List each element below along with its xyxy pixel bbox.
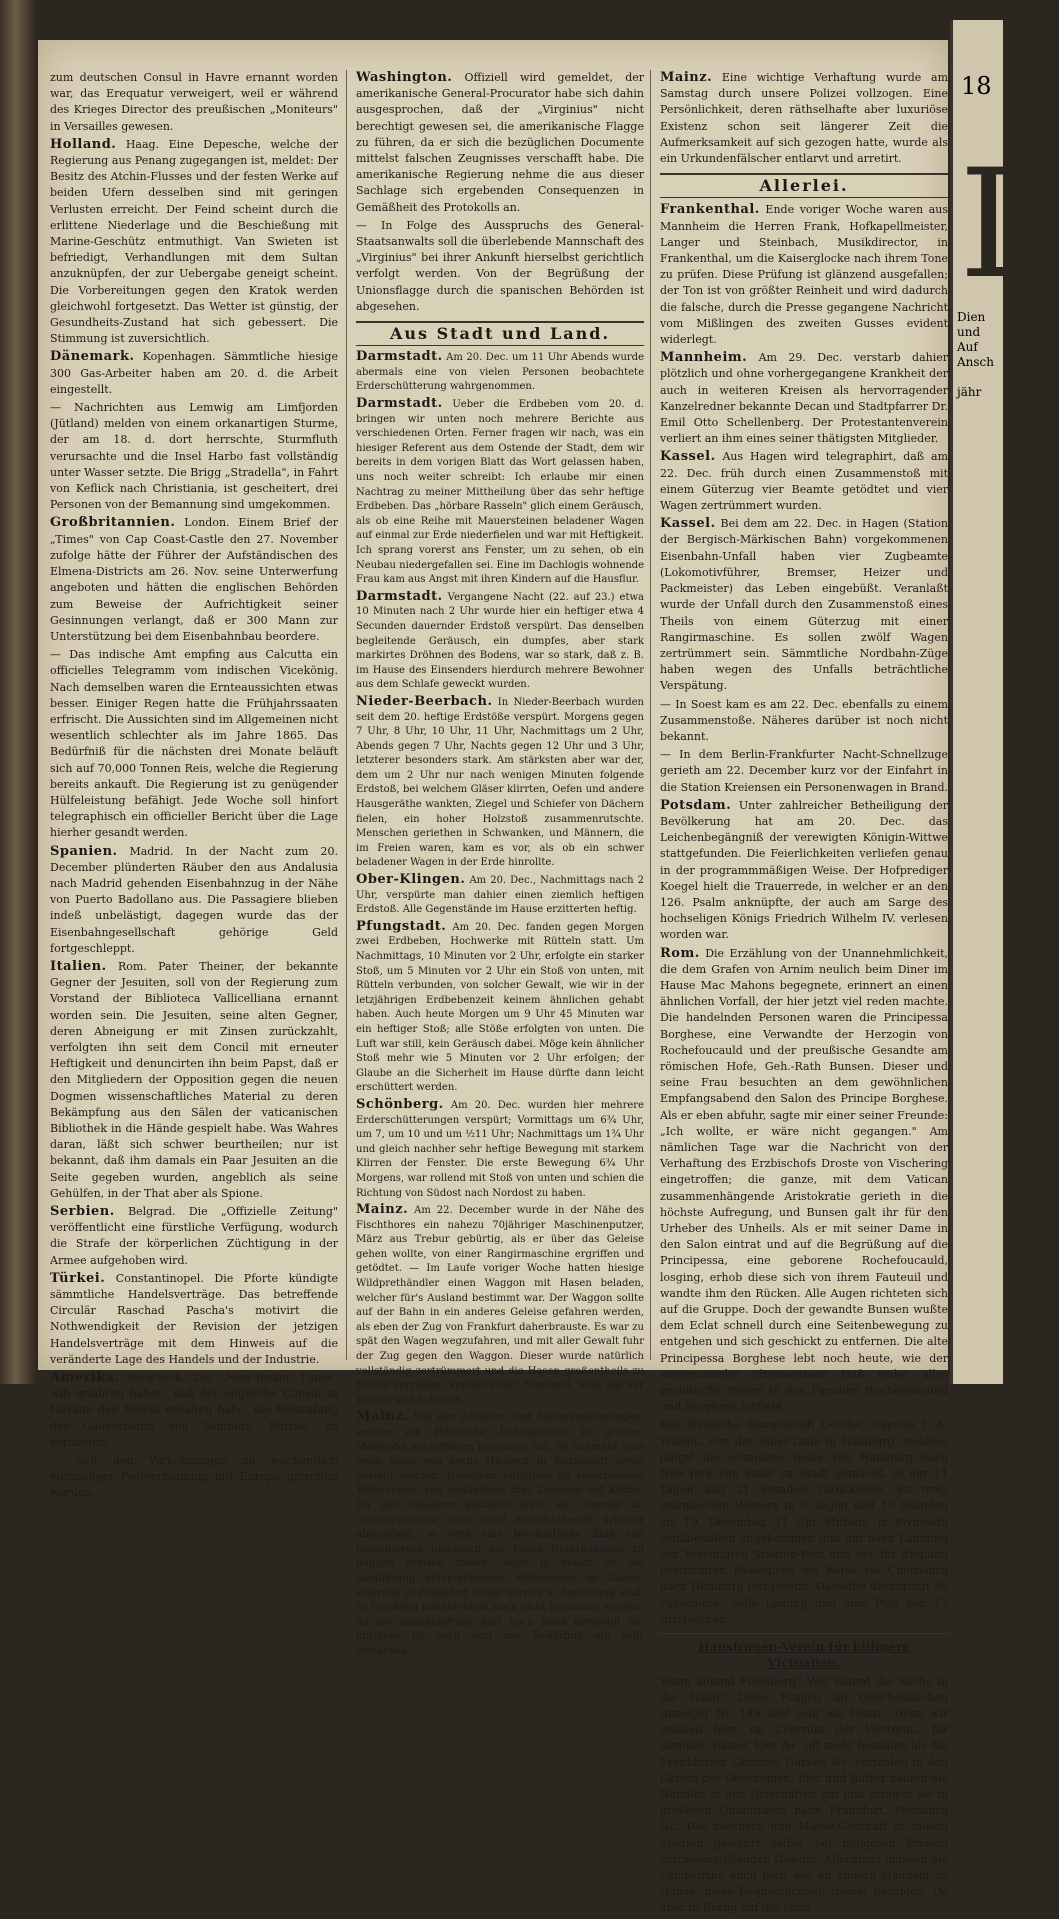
column-left bbox=[50, 70, 338, 1504]
book-binding bbox=[0, 0, 38, 1384]
article-paragraph bbox=[660, 946, 948, 1416]
article-text: Kopenhagen. Sämmtliche hiesige 300 Gas-Arbeiter haben am 20. d. die Arbeit eingestellt. bbox=[50, 350, 338, 396]
newspaper-page bbox=[38, 40, 949, 1915]
article-paragraph bbox=[356, 1203, 644, 1408]
article-text: Am 20. Dec. wurden hier mehrere Erderschütterungen verspürt; Vormittags um 6¾ Uhr, um 7, um 10 und um ½11 Uhr; Nachmittags um 1¾ Uhr und gleich nachher sehr heftige Bewegung mit starkem Klirren der Fenster. Die erste Bewegung 6¾ Uhr Morgens, war rollend mit Stoß von unten und schien die Richtung von Südost nach Nordost zu haben. bbox=[356, 1099, 644, 1199]
dateline-keyword: Türkei. bbox=[50, 1270, 106, 1286]
dateline-keyword: Kassel. bbox=[660, 449, 716, 465]
article-text: Rom. Pater Theiner, der bekannte Gegner der Jesuiten, soll von der Regierung zum Vorstand der Biblioteca Vallicelliana ernannt worden sein. Die Jesuiten, seine alten Gegner, deren Abneigung er mit Zinsen zurückzahlt, verfolgten ihn seit dem Concil mit erneuter Heftigkeit und denuncirten ihn beim Papst, daß er den Mitgliedern der Opposition gegen die neuen Dogmen wissenschaftliches Material zu deren Bekämpfung aus den Sälen der vaticanischen Bibliothek in die Hände gespielt habe. Was Wahres daran, läßt sich schwer beurtheilen; nur ist bekannt, daß ihm damals ein Paar Jesuiten an die Seite gegeben wurden, angeblich als seine Gehülfen, in der That aber als Spione. bbox=[50, 959, 338, 1200]
article-paragraph bbox=[50, 137, 338, 348]
article-text: Haag. Eine Depesche, welche der Regierung aus Penang zugegangen ist, meldet: Der Besitz des Atchin-Flusses und der festen Werke auf beiden Ufern desselben sind mit geringen Verlusten erreicht. Der Feind scheint durch die erlittene Niederlage und die Beschießung mit Marine-Geschütz entmuthigt. Van Swieten ist befriedigt, Verhandlungen mit dem Sultan anzuknüpfen, der zur Uebergabe geneigt scheint. Die Vorbereitungen gegen den Kratok werden gleichwohl fortgesetzt. Das Wetter ist günstig, der Gesundheits-Zustand hat sich gebessert. Die Stimmung ist zuversichtlich. bbox=[50, 137, 338, 346]
adjacent-page-text: Dien und Auf Ansch jähr bbox=[957, 310, 995, 399]
article-text: London. Einem Brief der „Times" von Cap Coast-Castle den 27. November zufolge hätte der Führer der Aufständischen des Elmena-Districts am 26. Nov. seine Unterwerfung angeboten und hätten die englischen Behörden zum Beweise der Aufrichtigkeit seiner Gesinnungen verlangt, daß er 300 Mann zur Unterstützung bei dem Eisenbahnbau beordere. bbox=[50, 516, 338, 643]
article-text: Offiziell wird gemeldet, der amerikanische General-Procurator habe sich dahin ausgesprochen, daß der „Virginius" nicht berechtigt gewesen sei, die amerikanische Flagge zu führen, da er sich die bezüglichen Documente mittelst falschen Zeugnisses verschafft habe. Die amerikanische Regierung nehme die aus dieser Sachlage sich ergebenden Consequenzen in Gemäßheit des Protokolls an. bbox=[356, 71, 644, 214]
article-text: Ueber die Erdbeben vom 20. d. bringen wir unten noch mehrere Berichte aus verschiedenen Orten. Ferner fragen wir nach, was ein hiesiger Referent aus dem Ostende der Stadt, dem wir bereits in dem vorigen Blatt das Wort gelassen haben, uns noch weiter schreibt: Ich erlaube mir einen Nachtrag zu meiner Mittheilung über das sehr heftige Erdbeben. Das „hörbare Rasseln" glich einem Geräusch, als ob eine Reihe mit Mauersteinen beladener Wagen auf einmal zur Erde niederfielen und war mit Heftigkeit. Ich sprang vorerst ans Fenster, um zu sehen, ob ein Neubau niedergefallen sei. Eine im Dachlogis wohnende Frau kam aus Angst mit ihren Kindern auf die Hausflur. bbox=[356, 399, 644, 586]
divider bbox=[660, 1633, 948, 1634]
article-text: Madrid. In der Nacht zum 20. December plünderten Räuber den aus Andalusia nach Madrid gehenden Eisenbahnzug in der Nähe von Puerto Badollano aus. Die Passagiere blieben indeß unbelästigt, dagegen wurde das der Eisenbahngesellschaft gehörige Geld fortgeschleppt. bbox=[50, 844, 338, 955]
dateline-keyword: Potsdam. bbox=[660, 797, 732, 813]
article-text: Constantinopel. Die Pforte kündigte sämmtliche Handelsverträge. Das betreffende Circulär Raschad Pascha's motivirt die Nothwendigkeit der Revision der jetzigen Handelsverträge mit dem Hinweis auf die veränderte Lage des Handels und der Industrie. bbox=[50, 1271, 338, 1366]
dateline-keyword: Darmstadt. bbox=[356, 349, 443, 365]
article-paragraph bbox=[660, 449, 948, 514]
dateline-keyword: Großbritannien. bbox=[50, 515, 176, 531]
article-paragraph bbox=[50, 1204, 338, 1269]
article-paragraph bbox=[356, 920, 644, 1096]
article-paragraph bbox=[50, 647, 338, 841]
article-text: — Seit den Vorkehrungen zu wöchentlich viermaliger Postverbindung mit Europa getroffen worden. bbox=[50, 1454, 338, 1500]
article-paragraph bbox=[356, 218, 644, 315]
dateline-keyword: Serbien. bbox=[50, 1204, 115, 1220]
article-paragraph bbox=[50, 400, 338, 513]
dateline-keyword: Mainz. bbox=[356, 1409, 409, 1425]
dateline-keyword: Mainz. bbox=[356, 1202, 409, 1218]
article-text: Die Erzählung von der Unannehmlichkeit, die dem Grafen von Arnim neulich beim Diner im Hause Mac Mahons begegnete, erinnert an einen ähnlichen Vorfall, der hier jetzt viel reden machte. Die handelnden Personen waren die Principessa Borghese, eine Verwandte der Herzogin von Rochefoucauld und der preußische Gesandte am römischen Hofe, Geh.-Rath Bunsen. Dieser und seine Frau besuchten an dem gewöhnlichen Empfangsabend den Salon des Principe Borghese. Als er eben abfuhr, sagte mir einer seiner Freunde: „Ich wollte, er wäre nicht gegangen." Am nämlichen Tage war die Nachricht von der Verhaftung des Erzbischofs Droste von Vischering eingetroffen; die ganze, mit dem Vatican zusammenhängende Aristokratie gerieth in die höchste Aufregung, und Bunsen galt ihr für den Urheber des Unheils. Als er mit seiner Dame in den Salon eintrat und auf die Begrüßung auf die Principessa, eine geborene Rochefoucauld, losging, erhob diese sich von ihrem Fauteuil und wandte ihm den Rücken. Alle Augen richteten sich auf die Gruppe. Doch der gewandte Bunsen wußte dem Eclat schnell durch eine Seitenbewegung zu entgehen und sich geschickt zu entfernen. Die alte Principessa Borghese lebt noch heute, wie der eingewurzelte ultramontane Haß wider alles preußische Wesen in den Familien Rochefoucauld und Borghese fortlebt. bbox=[660, 946, 948, 1414]
dateline-keyword: Nieder-Beerbach. bbox=[356, 693, 493, 709]
article-paragraph bbox=[660, 697, 948, 746]
article-paragraph bbox=[356, 70, 644, 216]
dateline-keyword: Spanien. bbox=[50, 843, 118, 859]
dateline-keyword: Kassel. bbox=[660, 516, 716, 532]
box-article: Wann kommt Friedberg? Wer nimmt die Sache in die Hand? Diese Fragen im Oberhessischen Anzeiger Nr. 149 sind sehr am Platze. Denn wir müssen hier, im Centrum der Wetterau, für Gemüse, Butter, Eier &c. oft mehr bezahlen als die Frankfurter. Gemüse, Gurken &c. verfaulen in den Gärten der Oeconomen; Eier und Butter kaufen die Händler in den Ortschaften auf und bringen sie in größeren Quantitäten nach Frankfurt, Homburg &c. Das raschere und Masse-Geschäft in diesen Städten gewährt selbst bei billigeren Preisen zufriedenstellenden Gewinn. Allerdings müssen die Landwirthe auch hier, wie an andern Handeln zu Hause, diese Bequemlichkeit theuer bezahlen. Da aber in Bezug auf die Land- bbox=[660, 1674, 948, 1915]
article-paragraph bbox=[356, 350, 644, 395]
dateline-keyword: Pfungstadt. bbox=[356, 918, 447, 934]
article-text: Am 22. December wurde in der Nähe des Fischthores ein nahezu 70jähriger Maschinenputzer, März aus Trebur gebürtig, als er über das Geleise gehen wollte, von einer Rangirmaschine ergriffen und getödtet. — Im Laufe voriger Woche hatten hiesige Wildprethändler einen Waggon mit Hasen beladen, welcher für's Ausland bestimmt war. Der Waggon sollte auf der Bahn in ein anderes Geleise gefahren werden, als eben der Zug von Frankfurt daherbrauste. Es war zu spät den Wagen wegzufahren, und mit aller Gewalt fuhr der Zug gegen den Waggon. Dieser wurde natürlich vollständig zertrümmert und die Hasen großentheils zu Fetzen zerrissen. Kopfschüttelt, Niemand. Alles lag nur Verlust und Schaden. bbox=[356, 1205, 644, 1406]
dateline-keyword: Rom. bbox=[660, 945, 700, 961]
article-text: Das Deutsche Dampfschiff Goethe, Capitän J. A. Willson, von der Adler-Linie in Hamburg, welches jüngst die schnellste Reise von Hamburg nach New-York von Stadt zu Stadt gemacht, in nur 11 Tagen und 21 Stunden zurücklegte, ist trotz stürmischen Wetters in 9 Tagen und 10 Stunden am 19. December, 11 Uhr Mittags, in Plymouth wohlbehalten angekommen und hat nach Landung der Vereinigten Staaten-Post und der für England bestimmten Passagiere die Reise via Cherbourg nach Hamburg fortgesetzt. Dasselbe überbringt 96 Passagiere, volle Ladung und eine Post von 17 Briefsäcken. bbox=[660, 1418, 948, 1626]
article-text: Aus Hagen wird telegraphirt, daß am 22. Dec. früh durch einen Zusammenstoß mit einem Güterzug vier Beamte getödtet und vier Wagen zertrümmert wurden. bbox=[660, 450, 948, 513]
article-paragraph bbox=[50, 1453, 338, 1502]
article-text: zum deutschen Consul in Havre ernannt worden war, das Erequatur verweigert, weil er während des Krieges Director des preußischen „Moniteurs" in Versailles gewesen. bbox=[50, 71, 338, 133]
article-paragraph bbox=[50, 1370, 338, 1451]
article-paragraph bbox=[50, 70, 338, 135]
article-text: Vergangene Nacht (22. auf 23.) etwa 10 Minuten nach 2 Uhr wurde hier ein heftiger etwa 4 Secunden dauernder Erdstoß verspürt. Das denselben begleitende Geräusch, ein dumpfes, aber stark markirtes Dröhnen des Bodens, war so stark, daß z. B. im Hause des Einsenders hierdurch mehrere Bewohner aus dem Schlafe geweckt wurden. bbox=[356, 591, 644, 691]
dateline-keyword: Amerika. bbox=[50, 1370, 120, 1386]
column-rule bbox=[346, 70, 347, 1360]
article-text: — Das indische Amt empfing aus Calcutta ein officielles Telegramm vom indischen Vicekönig. Nach demselben waren die Ernteaussichten etwas besser. Einiger Regen hatte die Frühjahrssaaten erfrischt. Die Aussichten sind im Allgemeinen nicht wesentlich schlechter als im Jahre 1865. Das Bedürfniß für die nächsten drei Monate beläuft sich auf 70,000 Tonnen Reis, welche die Regierung bereits ankauft. Die Regierung ist zu genügender Hülfeleistung befähigt. Jede Woche soll hinfort telegraphisch ein officieller Bericht über die Lage hierher gesandt werden. bbox=[50, 648, 338, 840]
article-text: — In Soest kam es am 22. Dec. ebenfalls zu einem Zusammenstoße. Näheres darüber ist noch nicht bekannt. bbox=[660, 697, 948, 743]
article-paragraph bbox=[356, 873, 644, 918]
adjacent-page-edge bbox=[950, 20, 1059, 1384]
page-number: 18 bbox=[961, 72, 992, 100]
article-text: Von den Arbeiter- und Beamtenwohnungen, welche die Hessische Ludwigsbahn in großem Maßstabe auszuführen begonnen hat, ist nunmehr eine erste Serie von sechs Häusern in Darmstadt fertig gestellt worden. Dieselben enthalten 59 verschiedene Wohnungen, von mindestens drei Zimmern mit Küche. Da den Inhabern gestattet wird, ein Zimmer an unverheirathete oder sonst einzelstehende Arbeiter abzugeben, so wird eine beträchtliche Zahl von Bediensteten hierdurch ein festes Unterkommen zu billigen Preisen finden. Auch in Mainz ist die Ausführung entsprechender Wohnungen im Gange, während in Frankfurt schon bereits in Benutzung sind. In Frankfurt konnte damit noch nicht begonnen werden, da die Bahnhofsfrage dort noch nicht gerichtet ist; übrigens ist auch dort das Bedürfniß ein sehr vielfaches. bbox=[356, 1412, 644, 1657]
masthead-letter: L bbox=[959, 138, 1059, 312]
column-rule bbox=[650, 70, 651, 1360]
article-text: In Nieder-Beerbach wurden seit dem 20. heftige Erdstöße verspürt. Morgens gegen 7 Uhr, 8 Uhr, 10 Uhr, 11 Uhr, Nachmittags um 2 Uhr, Abends gegen 7 Uhr, Nachts gegen 12 Uhr und 3 Uhr, letzterer besonders stark. Am stärksten aber war der, dem um 2 Uhr nur nach wenigen Minuten folgende Erdstoß, bei welchem Gläser klirrten, Oefen und andere Hausgeräthe wankten, Ziegel und Schiefer von Dächern fielen, ein hoher Holzstoß zusammenrutschte. Menschen geriethen in Schwanken, und Männern, die im Freien waren, kam es vor, als ob ein schwer beladener Wagen in der Erde hinrollte. bbox=[356, 696, 644, 869]
article-text: Am 29. Dec. verstarb dahier plötzlich und ohne vorhergegangene Krankheit der auch in weiteren Kreisen als hervorragender Kanzelredner bekannte Decan und Stadtpfarrer Dr. Emil Otto Schellenberg. Der Protestantenverein verliert an ihm eines seiner thätigsten Mitglieder. bbox=[660, 351, 948, 446]
article-paragraph bbox=[356, 397, 644, 588]
section-heading-local: Aus Stadt und Land. bbox=[356, 321, 644, 346]
article-text: Am 20. Dec. um 11 Uhr Abends wurde abermals eine von vielen Personen beobachtete Erderschütterung wahrgenommen. bbox=[356, 352, 644, 393]
article-paragraph bbox=[356, 695, 644, 871]
dateline-keyword: Schönberg. bbox=[356, 1096, 444, 1112]
article-paragraph bbox=[356, 590, 644, 693]
article-text: Unter zahlreicher Betheiligung der Bevölkerung hat am 20. Dec. das Leichenbegängniß der verewigten Königin-Wittwe stattgefunden. Die Feierlichkeiten verliefen genau in der programmmäßigen Weise. Der Hofprediger Koegel hielt die Trauerrede, in welcher er an den 126. Psalm anknüpfte, der auch am Sarge des hochseligen Königs Friedrich Wilhelm IV. verlesen worden war. bbox=[660, 798, 948, 942]
dateline-keyword: Holland. bbox=[50, 136, 117, 152]
dateline-keyword: Dänemark. bbox=[50, 349, 135, 365]
article-paragraph bbox=[356, 1098, 644, 1201]
column-right bbox=[660, 70, 948, 1919]
article-text: Eine wichtige Verhaftung wurde am Samstag durch unsere Polizei vollzogen. Eine Persönlichkeit, deren räthselhafte aber luxuriöse Existenz schon seit längerer Zeit die Aufmerksamkeit auf sich gezogen hatte, wurde als ein Urkundenfälscher entlarvt und arretirt. bbox=[660, 71, 948, 166]
article-paragraph bbox=[660, 747, 948, 796]
article-paragraph bbox=[660, 798, 948, 944]
dateline-keyword: Mannheim. bbox=[660, 350, 748, 366]
dateline-keyword: Italien. bbox=[50, 958, 107, 974]
article-paragraph bbox=[660, 350, 948, 447]
dateline-keyword: Mainz. bbox=[660, 70, 713, 85]
dateline-keyword: Frankenthal. bbox=[660, 202, 760, 218]
article-paragraph bbox=[660, 70, 948, 167]
article-paragraph bbox=[660, 516, 948, 694]
article-text: Am 20. Dec. fanden gegen Morgen zwei Erdbeben, Hochwerke mit Rütteln statt. Um Nachmittags, 10 Minuten vor 2 Uhr, erfolgte ein starker Stoß, um 5 Minuten vor 2 Uhr ein Stoß von unten, mit Rütteln verbunden, von solcher Gewalt, wie wir in der letzjährigen Erdbebenzeit keinem ähnlichen gehabt haben. Auch heute Morgen um 9 Uhr 45 Minuten war ein heftiger Stoß; alle Stöße erfolgten von unten. Die Luft war still, kein Geräusch dabei. Möge kein ähnlicher Stoß mehr wie 5 Minuten vor 2 Uhr erfolgen; der Glaube an die Sicherheit im Hause dürfte dann leicht erschüttert werden. bbox=[356, 921, 644, 1094]
article-text: — In Folge des Ausspruchs des General-Staatsanwalts soll die überlebende Mannschaft des „Virginius" bei ihrer Ankunft hierselbst gerichtlich verfolgt werden. Von der Begrüßung der Unionsflagge durch die spanischen Behörden ist abgesehen. bbox=[356, 218, 644, 313]
article-paragraph bbox=[660, 202, 948, 348]
dateline-keyword: Darmstadt. bbox=[356, 588, 443, 604]
section-heading-misc: Allerlei. bbox=[660, 173, 948, 198]
article-text: Ende voriger Woche waren aus Mannheim die Herren Frank, Hofkapellmeister, Langer und Steinbach, Musikdirector, in Frankenthal, um die Kaiserglocke nach ihrem Tone zu prüfen. Diese Prüfung ist glänzend ausgefallen; der Ton ist von größter Reinheit und wird dadurch die falsche, durch die Presse gegangene Nachricht vom Mißlingen des zweiten Gusses evident widerlegt. bbox=[660, 203, 948, 347]
article-paragraph bbox=[50, 515, 338, 645]
article-text: — Nachrichten aus Lemwig am Limfjorden (Jütland) melden von einem orkanartigen Sturme, der am 18. d. dort herrschte, Sturmfluth verursachte und die Insel Harbo fast vollständig unter Wasser setzte. Die Brigg „Stradella", in Fahrt von Keflick nach Christiania, ist gescheitert, drei Personen von der Bemannung sind umgekommen. bbox=[50, 401, 338, 512]
dateline-keyword: Washington. bbox=[356, 70, 453, 85]
article-text: New-York. Die „New-Yorker Times" will erfahren haben, daß der englische Consul in Havana den Befehl erhalten habe, die Bestrafung des Gouverneurs von Santiago, Burriel, zu verlangen. bbox=[50, 1371, 338, 1449]
article-paragraph bbox=[660, 1417, 948, 1628]
article-text: Belgrad. Die „Offizielle Zeitung" veröffentlicht eine fürstliche Verfügung, wodurch die Strafe der körperlichen Züchtigung in der Armee aufgehoben wird. bbox=[50, 1205, 338, 1267]
article-text: — In dem Berlin-Frankfurter Nacht-Schnellzuge gerieth am 22. December kurz vor der Einfahrt in die Station Kreiensen ein Personenwagen in Brand. bbox=[660, 748, 949, 794]
article-text: Bei dem am 22. Dec. in Hagen (Station der Bergisch-Märkischen Bahn) vorgekommenen Eisenbahn-Unfall haben vier Zugbeamte (Lokomotivführer, Bremser, Heizer und Packmeister) das Leben eingebüßt. Veranlaßt wurde der Unfall durch den Zusammenstoß eines Theils von einem Güterzug mit einer Rangirmaschine. Es sollen zwölf Wagen zertrümmert sein. Sämmtliche Nordbahn-Züge haben wegen des Unfalls beträchtliche Verspätung. bbox=[660, 517, 948, 693]
dateline-keyword: Darmstadt. bbox=[356, 396, 443, 412]
article-paragraph bbox=[50, 1271, 338, 1368]
article-paragraph bbox=[50, 349, 338, 398]
article-text: Am 20. Dec., Nachmittags nach 2 Uhr, verspürte man dahier einen ziemlich heftigen Erdstoß. Alle Gegenstände im Hause erzitterten heftig. bbox=[356, 875, 644, 916]
article-paragraph bbox=[50, 959, 338, 1202]
article-paragraph bbox=[50, 844, 338, 957]
article-paragraph bbox=[356, 1410, 644, 1659]
box-heading: Hausfrauen-Verein für billigere Victualien. bbox=[698, 1640, 910, 1671]
column-middle bbox=[356, 70, 644, 1662]
dateline-keyword: Ober-Klingen. bbox=[356, 872, 466, 888]
